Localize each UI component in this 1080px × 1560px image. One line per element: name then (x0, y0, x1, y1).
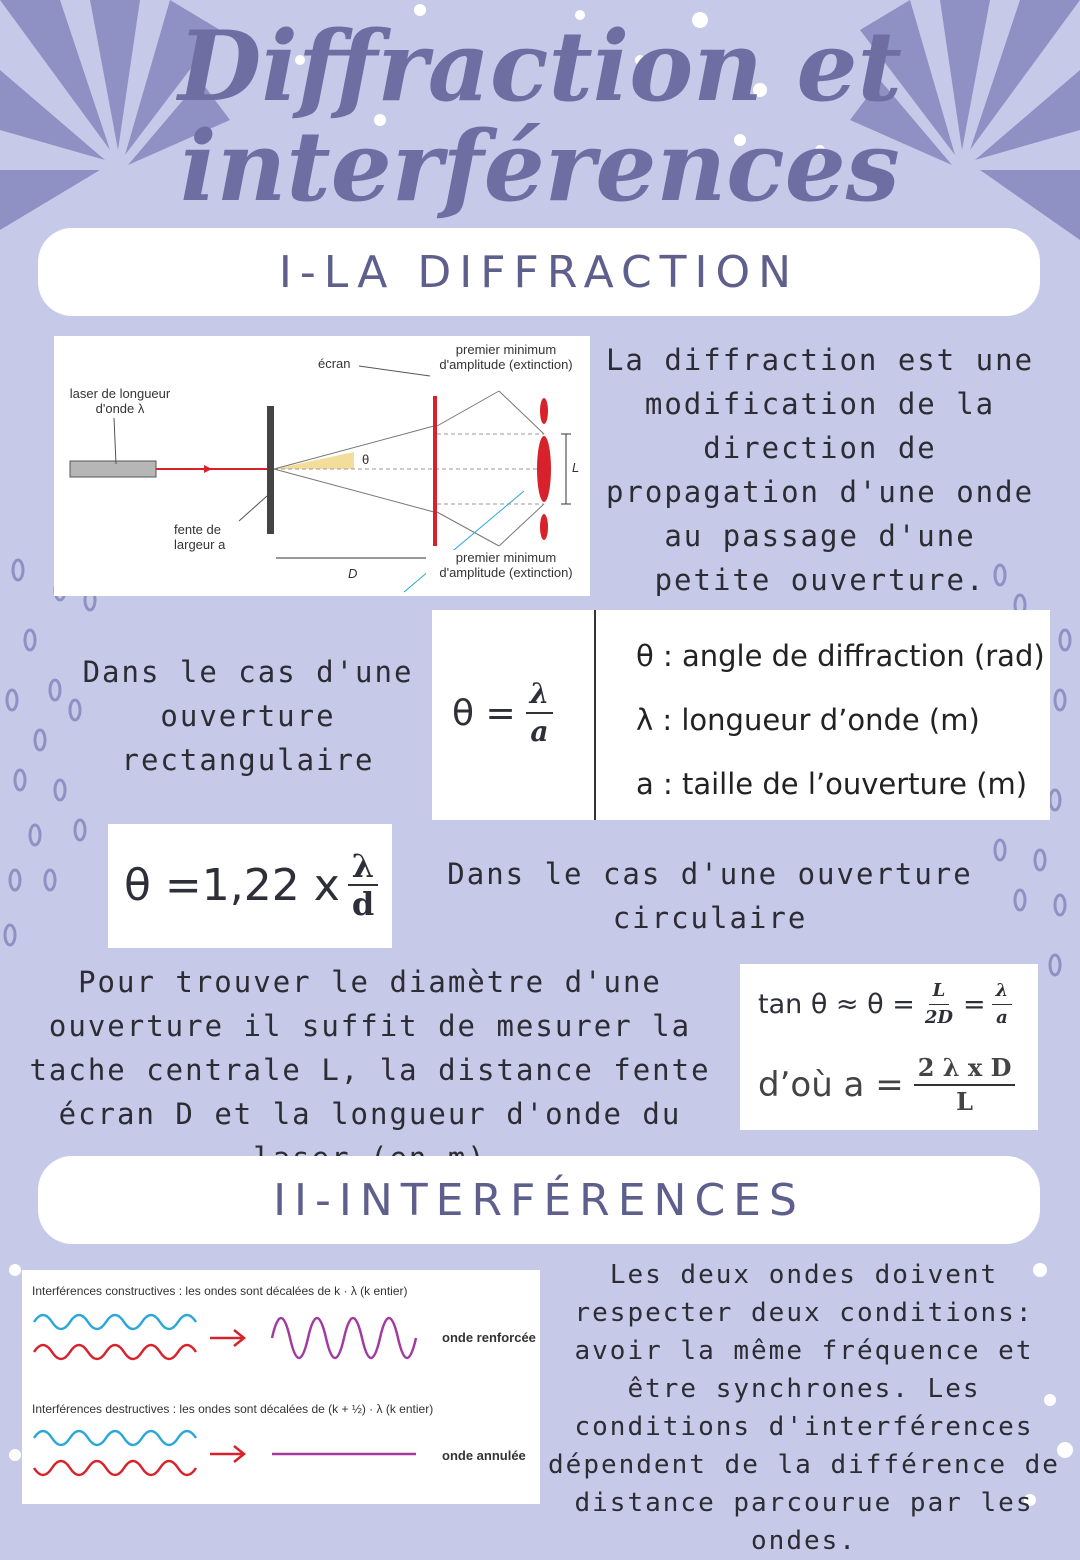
definition-text: La diffraction est une modification de la direction de propagation d'une onde au passage d'une petite ouverture. (605, 343, 1035, 597)
proj-top-1 (437, 391, 499, 426)
formula-tan-box (740, 964, 1038, 1130)
formula-rect-den: a (530, 715, 549, 748)
proj-bot-1 (437, 512, 499, 546)
formula-circ-fraction (348, 847, 378, 923)
ecran-label: écran (318, 356, 351, 371)
L-label: L (572, 460, 580, 475)
formula-circ-lhs: θ =1,22 x (124, 859, 340, 911)
observation-screen (433, 396, 437, 546)
wave-red-1 (34, 1345, 196, 1359)
wave-reinforced (272, 1318, 416, 1358)
wave-red-2 (34, 1461, 196, 1475)
laser-leader (114, 418, 116, 464)
formula-tan-eq: = (963, 989, 986, 1020)
wave-blue-1 (34, 1315, 196, 1329)
theta-label: θ (362, 452, 370, 467)
destructive-caption: Interférences destructives : les ondes sont décalées de (k + ½) · λ (k entier) (32, 1402, 434, 1416)
beam-arrow (204, 465, 212, 473)
central-spot (537, 436, 551, 502)
variable-list (636, 624, 1045, 816)
formula-circ-den: d (351, 885, 375, 923)
slit-label: fente de largeur a (174, 522, 226, 552)
formula-a-fraction (914, 1053, 1016, 1116)
proj-top-2 (499, 391, 544, 434)
formula-circ-num: λ (348, 850, 378, 886)
min-bottom-label: premier minimum d'amplitude (extinction) (426, 550, 586, 580)
formula-tan-lhs: tan θ ≈ θ = (758, 989, 915, 1020)
formula-a-den: L (956, 1087, 973, 1116)
diffraction-diagram (54, 336, 590, 596)
formula-circ (124, 847, 378, 923)
theta-angle (274, 452, 354, 469)
proj-bot-2 (499, 504, 544, 546)
rect-case-text: Dans le cas d'une ouverture rectangulaire (82, 655, 414, 777)
formula-rect-num: λ (526, 680, 554, 714)
formula-rect-lhs: θ = (452, 692, 516, 734)
wave-blue-2 (34, 1431, 196, 1445)
destructive-result: onde annulée (442, 1448, 526, 1463)
variable-lambda: λ : longueur d’onde (m) (636, 703, 980, 737)
circ-case-text: Dans le cas d'une ouverture circulaire (447, 857, 973, 935)
page-title-line1: Diffraction et (178, 10, 902, 123)
formula-circ-box (108, 824, 392, 948)
page-title-line2: interférences (180, 110, 900, 223)
slit-screen (267, 406, 274, 534)
formula-rect-fraction (526, 677, 554, 748)
min-top-label: premier minimum d'amplitude (extinction) (439, 342, 573, 372)
formula-a (758, 1053, 1015, 1116)
secondary-spot-top (540, 398, 548, 424)
formula-tan-frac2 (992, 982, 1013, 1027)
constructive-result: onde renforcée (442, 1330, 536, 1345)
D-label: D (348, 566, 358, 581)
constructive-caption: Interférences constructives : les ondes sont décalées de k · λ (k entier) (32, 1284, 408, 1298)
interference-diagram (22, 1270, 540, 1504)
section-heading-interferences: II-INTERFÉRENCES (38, 1156, 1040, 1244)
formula-tan-num1: L (929, 982, 950, 1005)
formula-divider (594, 610, 596, 820)
slit-leader (239, 496, 267, 521)
laser-body (70, 461, 156, 477)
formula-rect-box (432, 610, 1050, 820)
formula-tan (758, 982, 1012, 1027)
section-heading-diffraction: I-LA DIFFRACTION (38, 228, 1040, 316)
formula-tan-frac1 (921, 982, 957, 1027)
ray-bottom (274, 469, 434, 512)
variable-theta: θ : angle de diffraction (rad) (636, 639, 1045, 673)
secondary-spot-bottom (540, 514, 548, 540)
formula-tan-den1: 2D (924, 1007, 953, 1028)
ecran-leader (359, 366, 430, 376)
formula-tan-den2: a (996, 1007, 1008, 1028)
laser-label: laser de longueur d'onde λ (69, 386, 171, 416)
conditions-text: Les deux ondes doivent respecter deux conditions: avoir la même fréquence et être synchrones. Les conditions d'interférences dépendent de la différence de distance parcourue par les ondes. (548, 1260, 1060, 1556)
formula-rect (452, 677, 553, 748)
variable-a: a : taille de l’ouverture (m) (636, 767, 1028, 801)
diameter-text: Pour trouver le diamètre d'une ouverture il suffit de mesurer la tache centrale L, la distance fente écran D et la longueur d'onde du (29, 965, 711, 1131)
formula-tan-num2: λ (992, 982, 1013, 1005)
formula-a-lhs: d’où a = (758, 1065, 904, 1105)
formula-a-num: 2 λ x D (914, 1056, 1016, 1086)
